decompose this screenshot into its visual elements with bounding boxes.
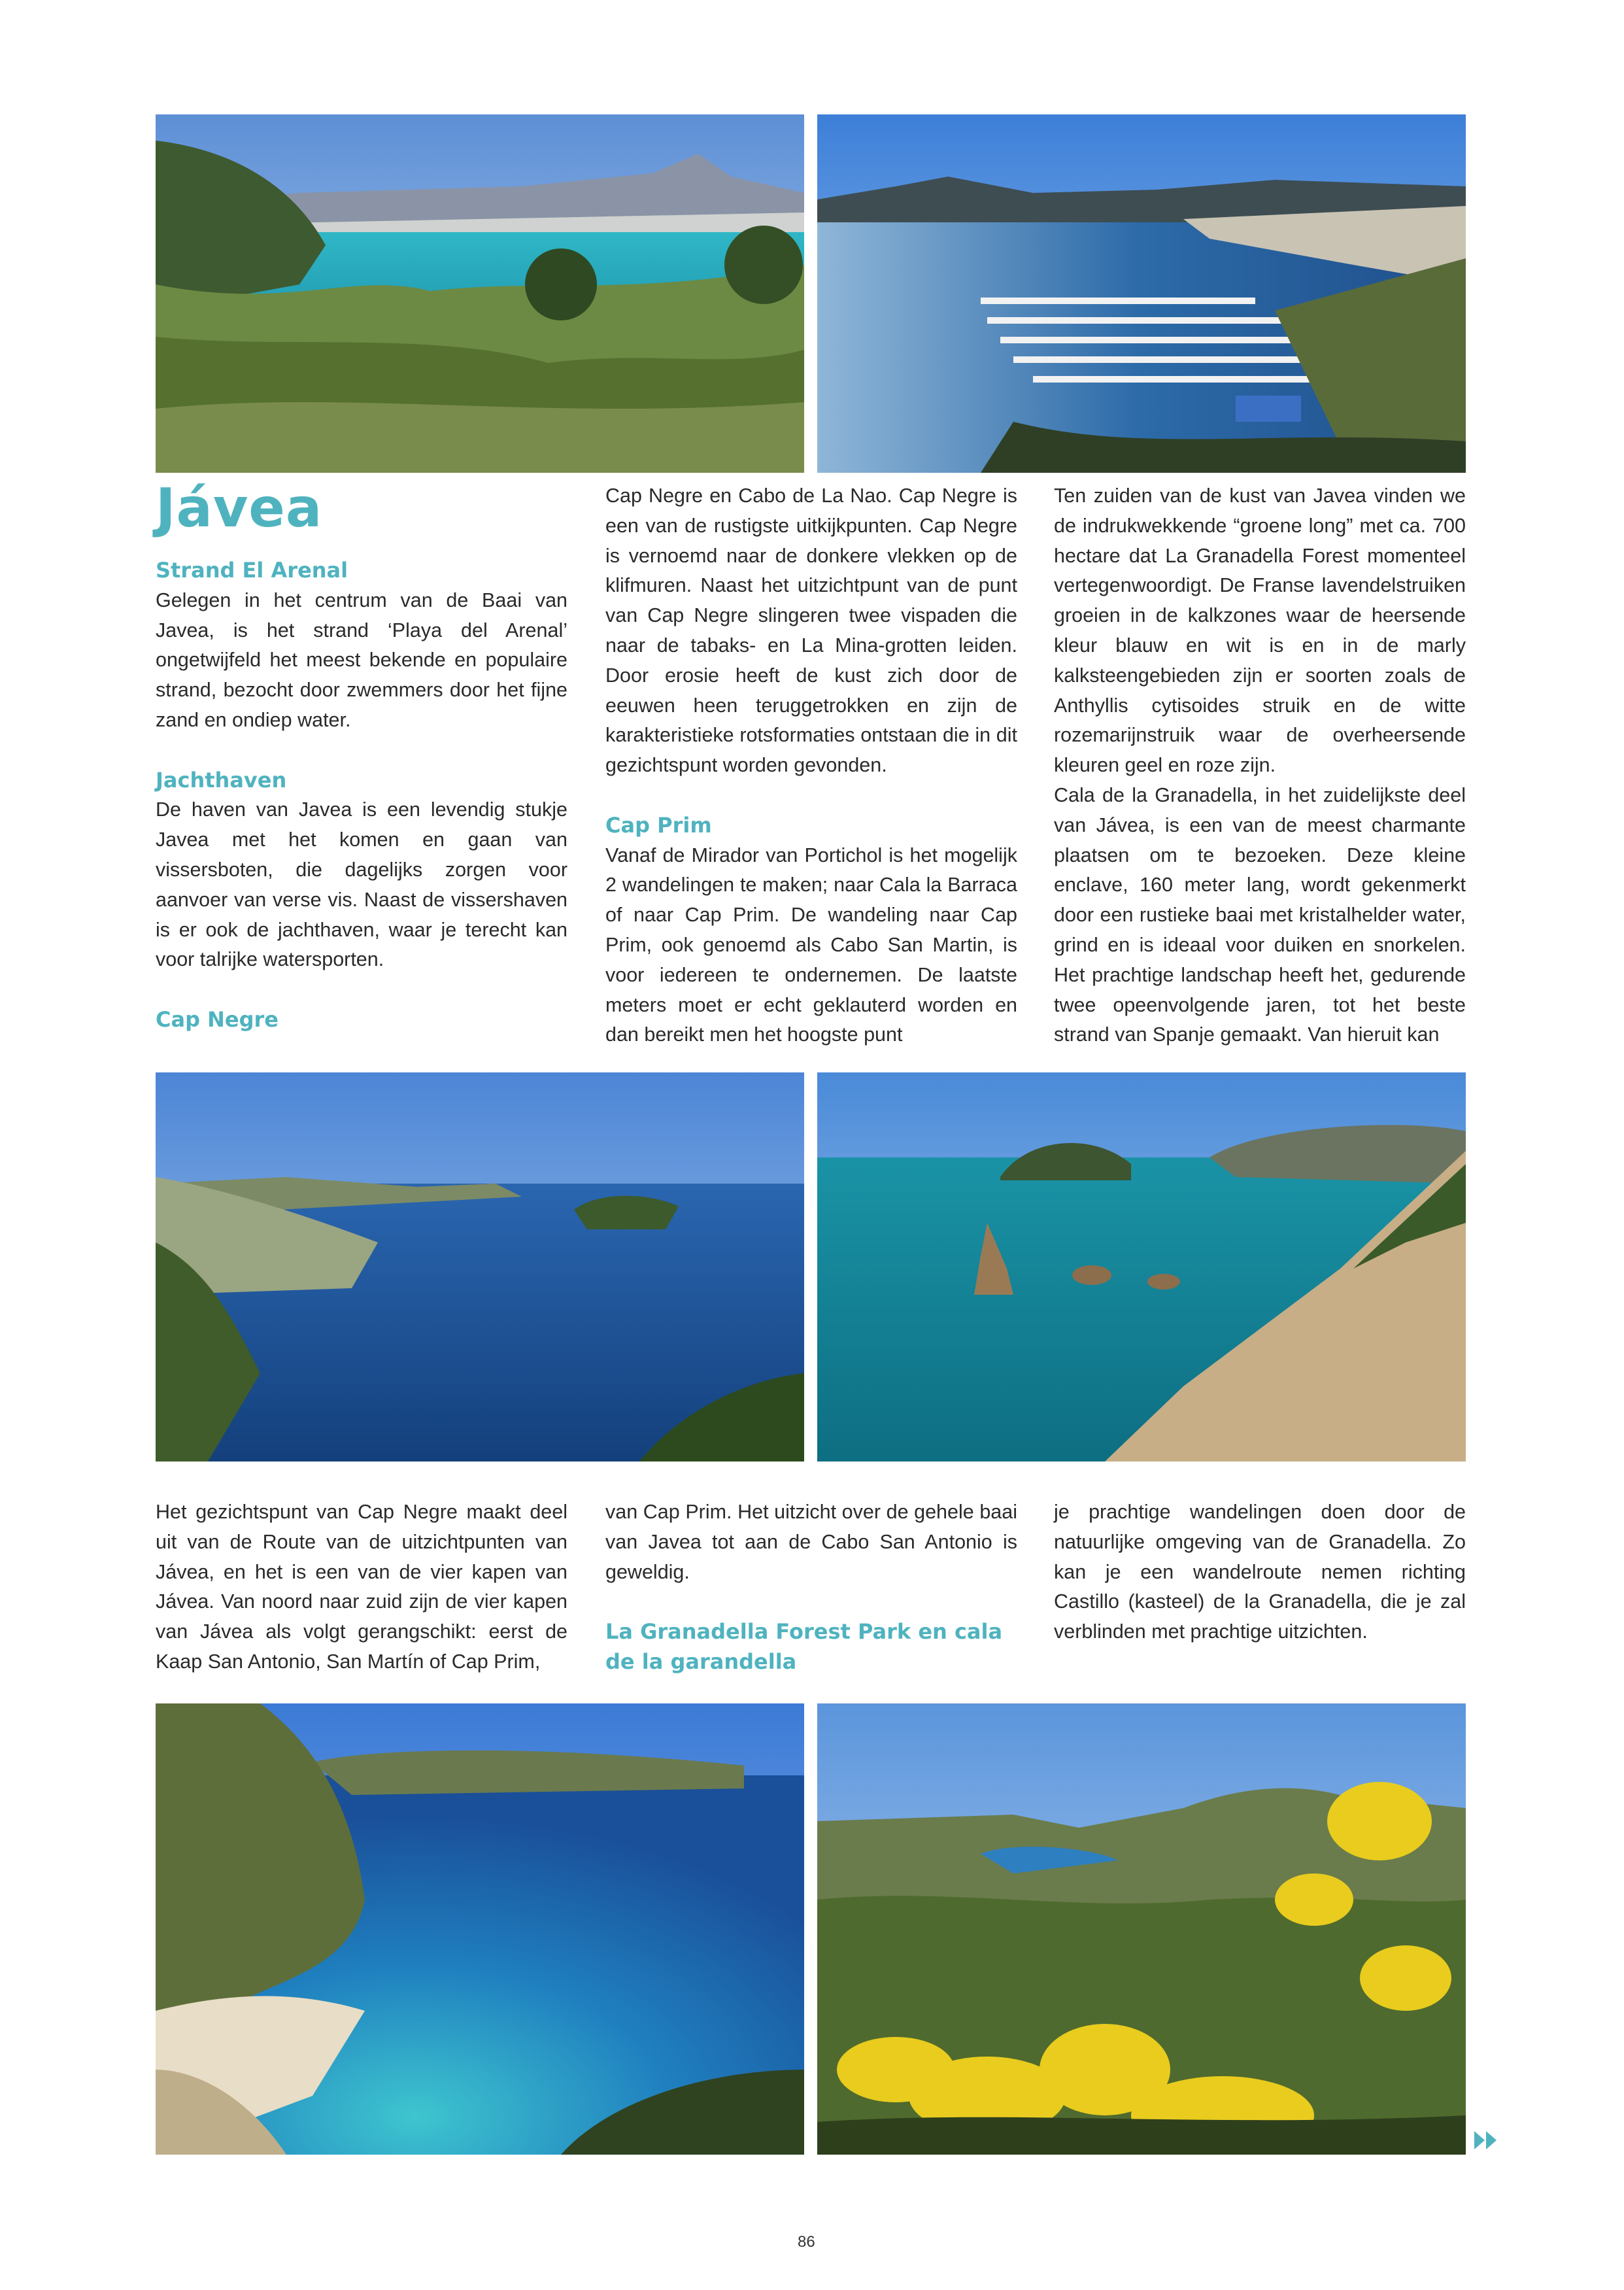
page-title: Jávea [156, 477, 323, 539]
column-top-right [1054, 481, 1466, 1050]
column-bottom-left [156, 1497, 567, 1677]
heading-cap-negre: Cap Negre [156, 1006, 279, 1032]
photo-cap-negre-coast [156, 1072, 804, 1461]
photo-marina [817, 114, 1466, 473]
heading-granadella-forest-park: La Granadella Forest Park en cala de la garandella [605, 1619, 1003, 1674]
heading-jachthaven: Jachthaven [156, 767, 287, 793]
page-number: 86 [798, 2233, 815, 2251]
photo-granadella-cove [156, 1703, 804, 2155]
heading-strand-el-arenal: Strand El Arenal [156, 558, 348, 583]
paragraph-cap-prim-view: van Cap Prim. Het uitzicht over de gehele baai van Javea tot aan de Cabo San Antonio is geweldig. [605, 1501, 1017, 1583]
column-top-middle [605, 481, 1017, 1050]
paragraph-cap-negre-route: Het gezichtspunt van Cap Negre maakt deel uit van de Route van de uitzichtpunten van Jávea, en het is een van de vier kapen van Jávea. Van noord naar zuid zijn de vier kapen van Jávea als volgt gerangschikt: eerst de Kaap San Antonio, San Martín of Cap Prim, [156, 1501, 567, 1673]
paragraph-granadella-walks: je prachtige wandelingen doen door de natuurlijke omgeving van de Granadella. Zo kan je een wandelroute nemen richting Castillo (kasteel) de la Granadella, die je zal verblinden met prachtige uitzichten. [1054, 1501, 1466, 1643]
column-bottom-right [1054, 1497, 1466, 1647]
paragraph-cala-granadella: Cala de la Granadella, in het zuidelijkste deel van Jávea, is een van de meest charmante plaatsen om te bezoeken. Deze kleine enclave, 160 meter lang, wordt gekenmerkt door een rustieke baai met kristalhelder water, grind en is ideaal voor duiken en snorkelen. Het prachtige landschap heeft het, gedurende twee opeenvolgende jaren, tot het beste strand van Spanje gemaakt. Van hieruit kan [1054, 783, 1466, 1046]
heading-cap-prim: Cap Prim [605, 812, 712, 838]
paragraph-granadella-forest: Ten zuiden van de kust van Javea vinden we de indrukwekkende “groene long” met ca. 700 hectare dat La Granadella Forest momenteel vertegenwoordigt. De Franse lavendelstruiken groeien in de kalkzones waar de heersende kleur blauw en wit is en in de marly kalksteengebieden zijn er soorten zoals de Anthyllis cytisoides struik en de witte rozemarijnstruik waar de overheersende kleuren geel en roze zijn. [1054, 485, 1466, 777]
paragraph-strand-el-arenal: Gelegen in het centrum van de Baai van Javea, is het strand ‘Playa del Arenal’ ongetwijfeld het meest bekende en populaire strand, bezocht door zwemmers door het fijne zand en ondiep water. [156, 589, 567, 731]
paragraph-cap-prim: Vanaf de Mirador van Portichol is het mogelijk 2 wandelingen te maken; naar Cala la Barraca of naar Cap Prim. De wandeling naar Cap Prim, ook genoemd als Cabo San Martin, is voor iedereen te ondernemen. De laatste meters moet er echt geklauterd worden en dan bereikt men het hoogste punt [605, 844, 1017, 1046]
paragraph-jachthaven: De haven van Javea is een levendig stukje Javea met het komen en gaan van vissersboten, die dagelijks zorgen voor aanvoer van verse vis. Naast de vissershaven is er ook de jachthaven, waar je terecht kan voor talrijke watersporten. [156, 798, 567, 971]
photo-cap-prim-rocks [817, 1072, 1466, 1461]
paragraph-cap-negre: Cap Negre en Cabo de La Nao. Cap Negre is een van de rustigste uitkijkpunten. Cap Negre is vernoemd naar de donkere vlekken op de klifmuren. Naast het uitzichtpunt van de punt van Cap Negre slingeren twee vispaden die naar de tabaks- en La Mina-grotten leiden. Door erosie heeft de kust zich door de eeuwen heen teruggetrokken en zijn de karakteristieke rotsformaties ontstaan die in dit gezichtspunt worden gevonden. [605, 485, 1017, 777]
double-chevron-right-icon[interactable] [1473, 2130, 1499, 2151]
column-bottom-middle [605, 1497, 1017, 1677]
photo-bay-mountain [156, 114, 804, 473]
photo-granadella-forest [817, 1703, 1466, 2155]
column-top-left [156, 476, 567, 1035]
